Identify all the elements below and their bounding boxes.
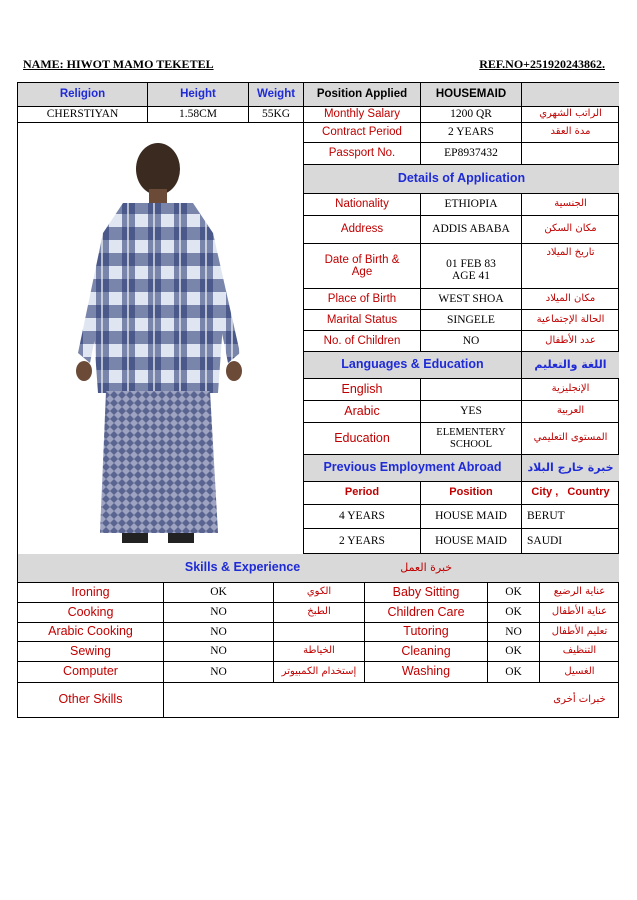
skill-right-value: OK xyxy=(488,642,540,662)
address-arabic: مكان السكن xyxy=(522,216,619,244)
skill-left-value: NO xyxy=(164,623,274,642)
other-skills-value xyxy=(164,683,540,717)
skill-right-arabic: عناية الرضيع xyxy=(540,583,619,603)
skill-left-label: Computer xyxy=(18,662,164,683)
weight-header: Weight xyxy=(249,83,304,107)
passport-label: Passport No. xyxy=(304,143,421,165)
employment-row-1-country: BERUT xyxy=(522,505,619,529)
employment-row-1-position: HOUSE MAID xyxy=(421,505,522,529)
skill-right-label: Washing xyxy=(365,662,488,683)
position-applied-value: HOUSEMAID xyxy=(421,83,522,107)
nationality-value: ETHIOPIA xyxy=(421,194,522,216)
reference-number: REF.NO+251920243862. xyxy=(479,57,605,71)
arabic-arabic: العربية xyxy=(522,401,619,423)
skill-right-label: Children Care xyxy=(365,603,488,623)
dob-arabic: تاريخ الميلاد xyxy=(522,244,619,289)
employment-row-1-period: 4 YEARS xyxy=(304,505,421,529)
skill-left-value: NO xyxy=(164,642,274,662)
employment-position-header: Position xyxy=(421,482,522,505)
children-value: NO xyxy=(421,331,522,352)
skill-left-arabic xyxy=(274,623,365,642)
english-arabic: الإنجليزية xyxy=(522,379,619,401)
religion-value: CHERSTIYAN xyxy=(18,107,148,123)
children-label: No. of Children xyxy=(304,331,421,352)
nationality-arabic: الجنسية xyxy=(522,194,619,216)
employment-country-header: City , Country xyxy=(522,482,619,505)
other-skills-label: Other Skills xyxy=(18,683,164,717)
education-label: Education xyxy=(304,423,421,455)
skill-right-label: Cleaning xyxy=(365,642,488,662)
skill-right-label: Baby Sitting xyxy=(365,583,488,603)
height-header: Height xyxy=(148,83,249,107)
education-arabic: المستوى التعليمي xyxy=(522,423,619,455)
skill-left-label: Ironing xyxy=(18,583,164,603)
contract-period-label: Contract Period xyxy=(304,123,421,143)
skill-left-value: NO xyxy=(164,662,274,683)
skill-left-arabic: الخياطة xyxy=(274,642,365,662)
arabic-label: Arabic xyxy=(304,401,421,423)
employment-row-2-period: 2 YEARS xyxy=(304,529,421,554)
employment-row-2-position: HOUSE MAID xyxy=(421,529,522,554)
address-value: ADDIS ABABA xyxy=(421,216,522,244)
languages-section-header: Languages & Education xyxy=(304,352,522,379)
skill-right-label: Tutoring xyxy=(365,623,488,642)
candidate-name: NAME: HIWOT MAMO TEKETEL xyxy=(23,57,214,71)
skill-left-arabic: الطبخ xyxy=(274,603,365,623)
skill-right-value: NO xyxy=(488,623,540,642)
weight-value: 55KG xyxy=(249,107,304,123)
position-applied-header: Position Applied xyxy=(304,83,421,107)
skill-left-label: Cooking xyxy=(18,603,164,623)
candidate-photo xyxy=(18,123,304,554)
skill-right-value: OK xyxy=(488,583,540,603)
marital-status-label: Marital Status xyxy=(304,310,421,331)
skill-right-arabic: عناية الأطفال xyxy=(540,603,619,623)
skill-right-value: OK xyxy=(488,662,540,683)
monthly-salary-label: Monthly Salary xyxy=(304,107,421,123)
person-silhouette-icon xyxy=(18,123,303,554)
other-skills-arabic: خبرات أخرى xyxy=(553,693,606,705)
skill-left-arabic: إستخدام الكمبيوتر xyxy=(274,662,365,683)
contract-period-arabic: مدة العقد xyxy=(522,123,619,143)
details-section-header: Details of Application xyxy=(304,165,619,194)
passport-value: EP8937432 xyxy=(421,143,522,165)
monthly-salary-value: 1200 QR xyxy=(421,107,522,123)
skill-left-value: NO xyxy=(164,603,274,623)
dob-label: Date of Birth & Age xyxy=(304,244,421,289)
place-of-birth-label: Place of Birth xyxy=(304,289,421,310)
nationality-label: Nationality xyxy=(304,194,421,216)
skills-title: Skills & Experience xyxy=(184,560,301,575)
religion-header: Religion xyxy=(18,83,148,107)
skills-section-header xyxy=(18,554,619,583)
skill-right-arabic: التنظيف xyxy=(540,642,619,662)
age-value: AGE 41 xyxy=(451,270,490,282)
employment-row-2-country: SAUDI xyxy=(522,529,619,554)
contract-period-value: 2 YEARS xyxy=(421,123,522,143)
skill-left-label: Sewing xyxy=(18,642,164,662)
english-value xyxy=(421,379,522,401)
employment-section-header: Previous Employment Abroad xyxy=(304,455,522,482)
skill-right-arabic: الغسيل xyxy=(540,662,619,683)
dob-value-cell xyxy=(421,244,522,289)
marital-status-value: SINGELE xyxy=(421,310,522,331)
monthly-salary-arabic: الراتب الشهري xyxy=(522,107,619,123)
dob-value: 01 FEB 83 xyxy=(446,257,496,270)
marital-status-arabic: الحالة الإجتماعية xyxy=(522,310,619,331)
place-of-birth-arabic: مكان الميلاد xyxy=(522,289,619,310)
arabic-value: YES xyxy=(421,401,522,423)
height-value: 1.58CM xyxy=(148,107,249,123)
children-arabic: عدد الأطفال xyxy=(522,331,619,352)
address-label: Address xyxy=(304,216,421,244)
skills-title-arabic: خبرة العمل xyxy=(400,561,453,575)
skill-left-value: OK xyxy=(164,583,274,603)
english-label: English xyxy=(304,379,421,401)
skill-right-value: OK xyxy=(488,603,540,623)
education-value: ELEMENTERY SCHOOL xyxy=(421,423,522,455)
header-blank-cell xyxy=(522,83,619,107)
passport-blank xyxy=(522,143,619,165)
skill-left-label: Arabic Cooking xyxy=(18,623,164,642)
skill-left-arabic: الكوي xyxy=(274,583,365,603)
application-form xyxy=(17,82,619,718)
employment-period-header: Period xyxy=(304,482,421,505)
skill-right-arabic: تعليم الأطفال xyxy=(540,623,619,642)
languages-section-arabic: اللغة والتعليم xyxy=(522,352,619,379)
place-of-birth-value: WEST SHOA xyxy=(421,289,522,310)
employment-section-arabic: خبرة خارج البلاد xyxy=(522,455,619,482)
